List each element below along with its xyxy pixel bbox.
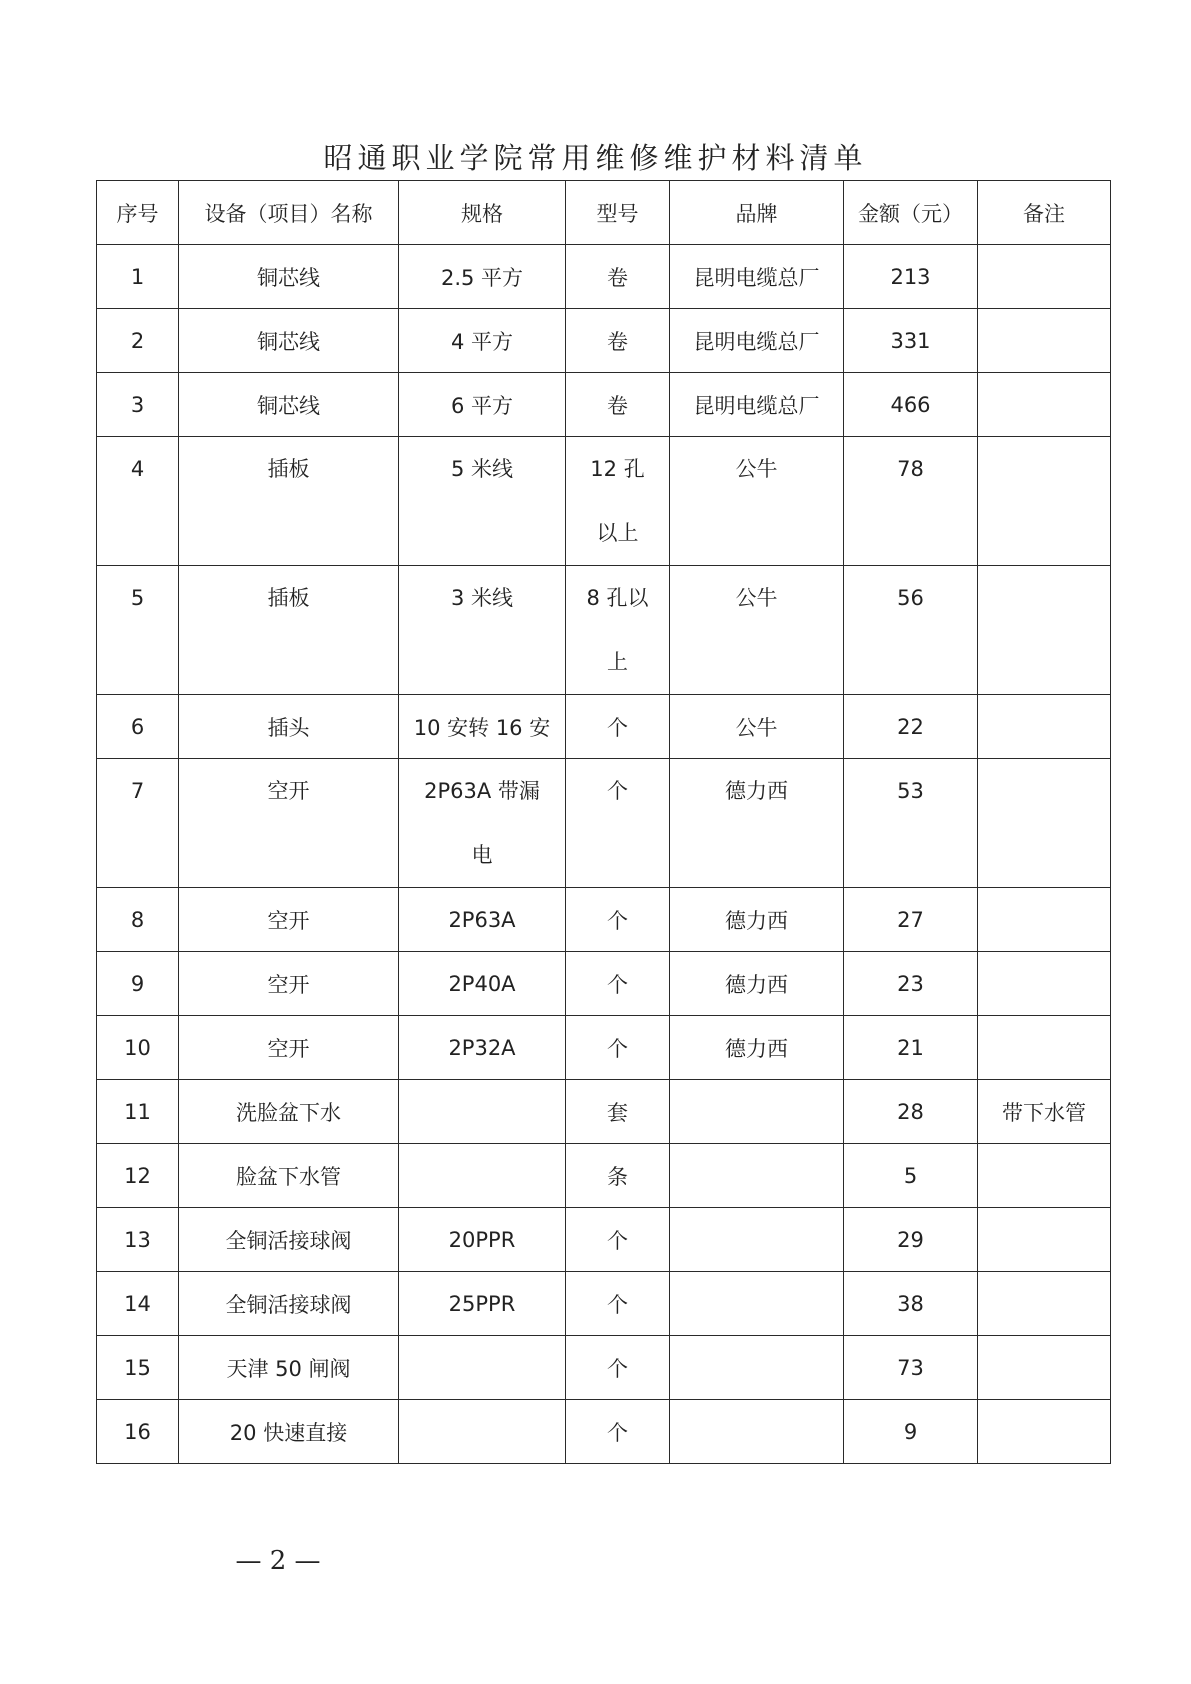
cell-model: 个	[566, 1272, 670, 1336]
cell-model: 卷	[566, 245, 670, 309]
cell-brand: 德力西	[670, 759, 844, 888]
cell-amount: 5	[844, 1144, 978, 1208]
header-no: 序号	[97, 181, 179, 245]
cell-spec: 6 平方	[399, 373, 566, 437]
cell-model-text: 12 孔以上	[590, 457, 645, 545]
table-row	[97, 1144, 1111, 1208]
cell-note	[978, 1336, 1111, 1400]
cell-amount: 28	[844, 1080, 978, 1144]
cell-amount: 23	[844, 952, 978, 1016]
cell-model: 套	[566, 1080, 670, 1144]
cell-model	[566, 566, 670, 695]
cell-model: 卷	[566, 373, 670, 437]
cell-spec: 4 平方	[399, 309, 566, 373]
cell-note	[978, 1208, 1111, 1272]
cell-amount: 466	[844, 373, 978, 437]
cell-brand	[670, 1208, 844, 1272]
cell-note	[978, 759, 1111, 888]
table-row	[97, 566, 1111, 695]
cell-note	[978, 695, 1111, 759]
cell-spec: 3 米线	[399, 566, 566, 695]
cell-note	[978, 1400, 1111, 1464]
cell-spec: 10 安转 16 安	[399, 695, 566, 759]
cell-no: 2	[97, 309, 179, 373]
cell-amount: 213	[844, 245, 978, 309]
cell-brand: 公牛	[670, 566, 844, 695]
table-row	[97, 888, 1111, 952]
cell-model: 卷	[566, 309, 670, 373]
cell-note	[978, 952, 1111, 1016]
cell-amount: 9	[844, 1400, 978, 1464]
cell-brand: 德力西	[670, 952, 844, 1016]
cell-model	[566, 437, 670, 566]
cell-no: 10	[97, 1016, 179, 1080]
cell-name: 空开	[179, 952, 399, 1016]
cell-spec: 2P40A	[399, 952, 566, 1016]
cell-name: 铜芯线	[179, 309, 399, 373]
table-row	[97, 695, 1111, 759]
cell-brand	[670, 1336, 844, 1400]
cell-name: 全铜活接球阀	[179, 1208, 399, 1272]
cell-spec: 2.5 平方	[399, 245, 566, 309]
cell-note	[978, 1016, 1111, 1080]
cell-brand: 昆明电缆总厂	[670, 373, 844, 437]
cell-name: 空开	[179, 1016, 399, 1080]
cell-amount: 78	[844, 437, 978, 566]
cell-no: 3	[97, 373, 179, 437]
table-row	[97, 952, 1111, 1016]
cell-model: 个	[566, 1400, 670, 1464]
cell-amount: 27	[844, 888, 978, 952]
cell-note	[978, 888, 1111, 952]
header-name: 设备（项目）名称	[179, 181, 399, 245]
cell-no: 14	[97, 1272, 179, 1336]
cell-amount: 53	[844, 759, 978, 888]
cell-note	[978, 1144, 1111, 1208]
cell-no: 5	[97, 566, 179, 695]
cell-note	[978, 245, 1111, 309]
cell-name: 脸盆下水管	[179, 1144, 399, 1208]
cell-spec-text: 2P63A 带漏电	[424, 779, 540, 867]
header-amount: 金额（元）	[844, 181, 978, 245]
cell-name: 全铜活接球阀	[179, 1272, 399, 1336]
cell-name: 插板	[179, 437, 399, 566]
cell-name: 20 快速直接	[179, 1400, 399, 1464]
cell-model: 个	[566, 695, 670, 759]
cell-amount: 56	[844, 566, 978, 695]
cell-note	[978, 437, 1111, 566]
cell-brand	[670, 1272, 844, 1336]
page-number: — 2 —	[235, 1546, 321, 1576]
cell-no: 1	[97, 245, 179, 309]
table-row	[97, 1080, 1111, 1144]
cell-brand	[670, 1400, 844, 1464]
header-model: 型号	[566, 181, 670, 245]
table-row	[97, 309, 1111, 373]
cell-amount: 29	[844, 1208, 978, 1272]
table-row	[97, 437, 1111, 566]
cell-spec: 5 米线	[399, 437, 566, 566]
cell-no: 9	[97, 952, 179, 1016]
cell-model: 个	[566, 1208, 670, 1272]
cell-name: 插板	[179, 566, 399, 695]
cell-brand: 昆明电缆总厂	[670, 245, 844, 309]
cell-spec	[399, 1400, 566, 1464]
cell-spec: 20PPR	[399, 1208, 566, 1272]
cell-note	[978, 373, 1111, 437]
cell-no: 15	[97, 1336, 179, 1400]
cell-amount: 22	[844, 695, 978, 759]
cell-no: 7	[97, 759, 179, 888]
cell-note	[978, 1272, 1111, 1336]
cell-name: 洗脸盆下水	[179, 1080, 399, 1144]
header-brand: 品牌	[670, 181, 844, 245]
cell-note	[978, 566, 1111, 695]
cell-brand	[670, 1144, 844, 1208]
cell-no: 16	[97, 1400, 179, 1464]
cell-brand	[670, 1080, 844, 1144]
cell-model: 条	[566, 1144, 670, 1208]
cell-spec	[399, 1080, 566, 1144]
cell-no: 13	[97, 1208, 179, 1272]
cell-spec: 25PPR	[399, 1272, 566, 1336]
cell-spec	[399, 1144, 566, 1208]
cell-no: 8	[97, 888, 179, 952]
header-spec: 规格	[399, 181, 566, 245]
cell-model: 个	[566, 952, 670, 1016]
cell-no: 12	[97, 1144, 179, 1208]
cell-name: 天津 50 闸阀	[179, 1336, 399, 1400]
table-row	[97, 1400, 1111, 1464]
document-title: 昭通职业学院常用维修维护材料清单	[323, 141, 868, 175]
cell-name: 空开	[179, 759, 399, 888]
cell-name: 铜芯线	[179, 245, 399, 309]
table-row	[97, 373, 1111, 437]
cell-brand: 昆明电缆总厂	[670, 309, 844, 373]
cell-spec: 2P63A	[399, 888, 566, 952]
cell-model: 个	[566, 759, 670, 888]
cell-no: 6	[97, 695, 179, 759]
cell-brand: 公牛	[670, 437, 844, 566]
table-row	[97, 759, 1111, 888]
cell-brand: 公牛	[670, 695, 844, 759]
cell-model-text: 8 孔以上	[586, 586, 649, 674]
cell-note	[978, 309, 1111, 373]
cell-model: 个	[566, 888, 670, 952]
cell-no: 4	[97, 437, 179, 566]
table-row	[97, 1272, 1111, 1336]
cell-spec	[399, 1336, 566, 1400]
cell-spec	[399, 759, 566, 888]
cell-model: 个	[566, 1016, 670, 1080]
cell-amount: 38	[844, 1272, 978, 1336]
cell-spec: 2P32A	[399, 1016, 566, 1080]
table-header-row	[97, 181, 1111, 245]
cell-name: 空开	[179, 888, 399, 952]
cell-brand: 德力西	[670, 888, 844, 952]
table-row	[97, 245, 1111, 309]
table-row	[97, 1016, 1111, 1080]
cell-note: 带下水管	[978, 1080, 1111, 1144]
cell-brand: 德力西	[670, 1016, 844, 1080]
materials-table	[96, 180, 1111, 1464]
cell-name: 铜芯线	[179, 373, 399, 437]
table-row	[97, 1208, 1111, 1272]
header-note: 备注	[978, 181, 1111, 245]
cell-amount: 73	[844, 1336, 978, 1400]
cell-name: 插头	[179, 695, 399, 759]
cell-amount: 21	[844, 1016, 978, 1080]
cell-no: 11	[97, 1080, 179, 1144]
cell-amount: 331	[844, 309, 978, 373]
cell-model: 个	[566, 1336, 670, 1400]
table-row	[97, 1336, 1111, 1400]
